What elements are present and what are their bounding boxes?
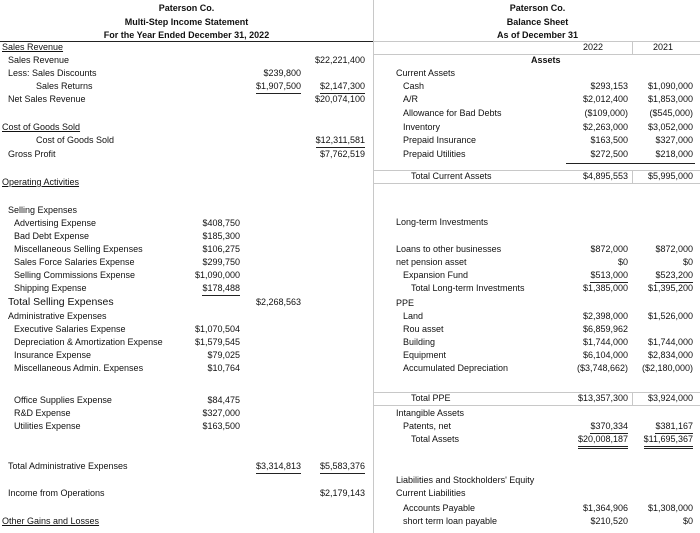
selling-item-row (0, 269, 373, 282)
liab-row (374, 515, 700, 528)
ppe-label: Accumulated Depreciation (403, 363, 509, 373)
year-2021: 2021 (652, 42, 673, 52)
gross-profit-value: $7,762,519 (319, 149, 365, 159)
lti-2021: $523,200 (655, 269, 693, 283)
sales-revenue-label: Sales Revenue (8, 55, 70, 65)
liab-row (374, 502, 700, 515)
admin-heading-row (0, 310, 373, 323)
admin-item-value: $1,579,545 (194, 337, 240, 347)
selling-item-label: Shipping Expense (14, 283, 87, 293)
current-asset-label: Cash (403, 81, 425, 91)
operating-heading: Operating Activities (2, 177, 80, 187)
total-lti-2022: $1,385,000 (582, 283, 628, 293)
intangible-heading: Intangible Assets (396, 408, 465, 418)
ppe-row (374, 349, 700, 362)
sales-returns-label: Sales Returns (36, 81, 93, 91)
total-ppe-row (374, 392, 700, 405)
sales-discounts-label: Less: Sales Discounts (8, 68, 97, 78)
total-admin-row (0, 460, 373, 473)
balance-period: As of December 31 (496, 30, 579, 40)
liab-2022: $210,520 (590, 516, 628, 526)
total-admin-label: Total Administrative Expenses (8, 461, 128, 471)
less-total-value: $2,147,300 (320, 80, 365, 94)
liab-label: Accounts Payable (403, 503, 476, 513)
liab-label: short term loan payable (403, 516, 498, 526)
ppe-2022: $2,398,000 (582, 311, 628, 321)
total-ppe-2021: $3,924,000 (647, 393, 693, 403)
income-ops-label: Income from Operations (8, 488, 105, 498)
ppe-2021: $1,744,000 (647, 337, 693, 347)
selling-item-value: $299,750 (202, 257, 240, 267)
ppe-2022: $6,104,000 (582, 350, 628, 360)
lti-label: Loans to other businesses (396, 244, 502, 254)
current-asset-row (374, 121, 700, 134)
admin-item-label: Miscellaneous Admin. Expenses (14, 363, 144, 373)
current-asset-2021: ($545,000) (649, 108, 693, 118)
selling-item-label: Sales Force Salaries Expense (14, 257, 135, 267)
current-asset-label: Prepaid Utilities (403, 149, 466, 159)
liab-2021: $1,308,000 (647, 503, 693, 513)
income-ops-row (0, 487, 373, 500)
lti-heading: Long-term Investments (396, 217, 489, 227)
assets-heading: Assets (531, 55, 561, 65)
cogs-heading-row (0, 121, 373, 134)
income-ops-value: $2,179,143 (319, 488, 365, 498)
admin-item-label: Executive Salaries Expense (14, 324, 126, 334)
ppe-label: Equipment (403, 350, 447, 360)
ppe-heading-row (374, 297, 700, 310)
sales-revenue-heading: Sales Revenue (2, 42, 64, 52)
ppe-2022: ($3,748,662) (576, 363, 628, 373)
net-sales-label: Net Sales Revenue (8, 94, 86, 104)
lti-2021: $0 (682, 257, 693, 267)
ppe-row (374, 310, 700, 323)
cogs-heading: Cost of Goods Sold (2, 122, 81, 132)
lti-2022: $0 (617, 257, 628, 267)
selling-item-value: $185,300 (202, 231, 240, 241)
admin-item-row (0, 349, 373, 362)
sales-returns-row (0, 80, 373, 93)
selling-item-label: Advertising Expense (14, 218, 97, 228)
ppe-row (374, 336, 700, 349)
other-admin-row (0, 407, 373, 420)
selling-item-row (0, 243, 373, 256)
total-assets-2022: $20,008,187 (578, 433, 628, 449)
current-asset-label: Inventory (403, 122, 441, 132)
lti-label: Expansion Fund (403, 270, 469, 280)
admin-item-value: $1,070,504 (194, 324, 240, 334)
current-asset-2022: $2,263,000 (582, 122, 628, 132)
current-asset-2022: $163,500 (590, 135, 628, 145)
admin-item-value: $10,764 (207, 363, 240, 373)
current-asset-2021: $3,052,000 (647, 122, 693, 132)
sales-returns-value: $1,907,500 (256, 80, 301, 94)
sales-revenue-value: $22,221,400 (314, 55, 365, 65)
admin-item-row (0, 336, 373, 349)
ppe-label: Building (403, 337, 436, 347)
lti-2022: $513,000 (590, 269, 628, 283)
other-admin-value: $327,000 (202, 408, 240, 418)
sales-discounts-row (0, 67, 373, 80)
other-admin-row (0, 420, 373, 433)
lti-label: net pension asset (396, 257, 467, 267)
ppe-row (374, 362, 700, 375)
total-admin-value: $3,314,813 (256, 460, 301, 474)
other-admin-label: Office Supplies Expense (14, 395, 112, 405)
intangible-heading-row (374, 407, 700, 420)
balance-sheet (373, 0, 700, 533)
selling-item-row (0, 230, 373, 243)
selling-item-value: $1,090,000 (194, 270, 240, 280)
income-title: Multi-Step Income Statement (124, 17, 249, 27)
admin-item-row (0, 323, 373, 336)
total-selling-value: $2,268,563 (255, 297, 301, 307)
lti-row (374, 256, 700, 269)
current-asset-2022: $2,012,400 (582, 94, 628, 104)
other-admin-label: Utilities Expense (14, 421, 81, 431)
selling-item-label: Selling Commissions Expense (14, 270, 136, 280)
ppe-label: Rou asset (403, 324, 444, 334)
income-period: For the Year Ended December 31, 2022 (103, 30, 270, 40)
admin-item-row (0, 362, 373, 375)
total-selling-label: Total Selling Expenses (8, 296, 114, 308)
total-ppe-2022: $13,357,300 (577, 393, 628, 403)
selling-item-row (0, 282, 373, 295)
admin-heading: Administrative Expenses (8, 311, 107, 321)
selling-item-row (0, 217, 373, 230)
assets-heading-row (374, 54, 700, 67)
total-operating-value: $5,583,376 (320, 460, 365, 474)
liab-2021: $0 (682, 516, 693, 526)
admin-item-label: Insurance Expense (14, 350, 92, 360)
lti-row (374, 243, 700, 256)
selling-item-label: Bad Debt Expense (14, 231, 90, 241)
total-lti-2021: $1,395,200 (647, 283, 693, 293)
total-current-label: Total Current Assets (411, 171, 492, 181)
ppe-heading: PPE (396, 298, 415, 308)
balance-company: Paterson Co. (509, 3, 566, 13)
net-sales-row (0, 93, 373, 106)
lti-row (374, 269, 700, 282)
sales-revenue-heading-row (0, 41, 373, 54)
selling-item-label: Miscellaneous Selling Expenses (14, 244, 143, 254)
ppe-2021: $1,526,000 (647, 311, 693, 321)
total-assets-2021: $11,695,367 (644, 433, 693, 449)
current-total-rule (566, 163, 695, 164)
total-current-2021: $5,995,000 (647, 171, 693, 181)
lti-2021: $872,000 (655, 244, 693, 254)
operating-heading-row (0, 176, 373, 189)
net-sales-value: $20,074,100 (314, 94, 365, 104)
ppe-2022: $6,859,962 (582, 324, 628, 334)
admin-item-value: $79,025 (207, 350, 240, 360)
year-2022: 2022 (582, 42, 603, 52)
current-asset-2021: $1,090,000 (647, 81, 693, 91)
current-asset-2022: ($109,000) (584, 108, 628, 118)
ppe-2021: $2,834,000 (647, 350, 693, 360)
ppe-label: Land (403, 311, 424, 321)
other-admin-value: $84,475 (207, 395, 240, 405)
lti-2022: $872,000 (590, 244, 628, 254)
total-ppe-label: Total PPE (411, 393, 451, 403)
current-asset-row (374, 93, 700, 106)
patents-label: Patents, net (403, 421, 452, 431)
current-liab-heading-row (374, 487, 700, 500)
current-asset-2022: $272,500 (590, 149, 628, 159)
selling-item-value: $106,275 (202, 244, 240, 254)
liab-heading-row (374, 474, 700, 487)
sales-revenue-row (0, 54, 373, 67)
current-assets-heading: Current Assets (396, 68, 456, 78)
current-asset-2021: $218,000 (655, 149, 693, 159)
current-asset-row (374, 148, 700, 161)
selling-item-value: $408,750 (202, 218, 240, 228)
total-current-2022: $4,895,553 (582, 171, 628, 181)
admin-item-label: Depreciation & Amortization Expense (14, 337, 163, 347)
ppe-2022: $1,744,000 (582, 337, 628, 347)
current-asset-label: Prepaid Insurance (403, 135, 477, 145)
selling-heading-row (0, 204, 373, 217)
selling-heading: Selling Expenses (8, 205, 78, 215)
other-admin-label: R&D Expense (14, 408, 71, 418)
other-admin-value: $163,500 (202, 421, 240, 431)
other-gains-heading: Other Gains and Losses (2, 516, 100, 526)
selling-item-value: $178,488 (202, 282, 240, 296)
total-selling-row (0, 295, 373, 310)
liab-heading: Liabilities and Stockholders' Equity (396, 475, 535, 485)
patents-row (374, 420, 700, 433)
total-assets-row (374, 433, 700, 446)
current-asset-2021: $1,853,000 (647, 94, 693, 104)
gross-profit-label: Gross Profit (8, 149, 56, 159)
total-lti-row (374, 282, 700, 295)
year-header-row (374, 41, 700, 54)
lti-heading-row (374, 216, 700, 229)
cogs-value: $12,311,581 (316, 134, 365, 148)
current-asset-row (374, 134, 700, 147)
selling-item-row (0, 256, 373, 269)
ppe-2021: ($2,180,000) (641, 363, 693, 373)
current-asset-row (374, 80, 700, 93)
income-company: Paterson Co. (158, 3, 215, 13)
current-asset-2022: $293,153 (590, 81, 628, 91)
current-assets-heading-row (374, 67, 700, 80)
patents-2021: $381,167 (655, 420, 693, 434)
other-admin-row (0, 394, 373, 407)
ppe-row (374, 323, 700, 336)
current-liab-heading: Current Liabilities (396, 488, 466, 498)
patents-2022: $370,334 (590, 420, 628, 434)
current-asset-row (374, 107, 700, 120)
current-asset-label: Allowance for Bad Debts (403, 108, 502, 118)
gross-profit-row (0, 148, 373, 161)
sales-discounts-value: $239,800 (263, 68, 301, 78)
total-lti-label: Total Long-term Investments (411, 283, 525, 293)
cogs-label: Cost of Goods Sold (36, 135, 115, 145)
total-current-row (374, 170, 700, 183)
cogs-row (0, 134, 373, 147)
current-asset-label: A/R (403, 94, 419, 104)
total-assets-label: Total Assets (411, 434, 460, 444)
liab-2022: $1,364,906 (582, 503, 628, 513)
other-gains-row (0, 515, 373, 528)
balance-title: Balance Sheet (506, 17, 569, 27)
current-asset-2021: $327,000 (655, 135, 693, 145)
